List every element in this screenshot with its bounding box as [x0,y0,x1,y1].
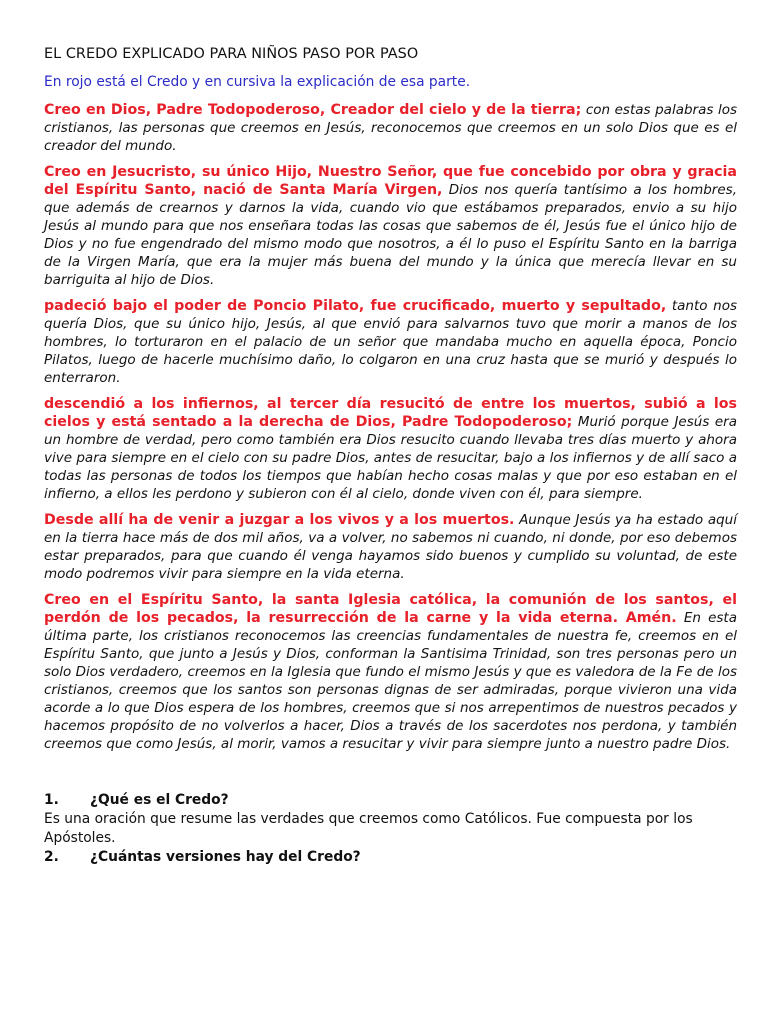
explanation-text: Murió porque Jesús era un hombre de verdad, pero como también era Dios resucito cuando llevaba tres días muerto y ahora vive para siempre en el cielo con su padre Dios, antes de resucitar, bajo a los infiernos y de allí saco a todas las personas de todos los tiempos que habían hecho cosas malas y que por eso estaban en el infierno, a ellos les perdono y subieron con él al cielo, donde viven con él, para siempre. [44,414,737,502]
document-page [44,45,737,867]
explanation-text: Dios nos quería tantísimo a los hombres, que además de crearnos y darnos la vida, cuando vio que estábamos preparados, envio a su hijo Jesús al mundo para que nos enseñara todas las cosas que sabemos de él, Jesús fue el único hijo de Dios y no fue engendrado del mismo modo que nosotros, a él lo puso el Espíritu Santo en la barriga de la Virgen María, que era la mujer más buena del mundo y la única que merecía llevar en su barriguita al hijo de Dios. [44,182,737,288]
explanation-text: con estas palabras los cristianos, las personas que creemos en Jesús, reconocemos que creemos en un solo Dios que es el creador del mundo. [44,102,737,154]
section-spacer [44,761,737,791]
answer-1: Es una oración que resume las verdades que creemos como Católicos. Fue compuesta por los Apóstoles. [44,811,693,846]
question-number: 1. [44,792,59,808]
creed-paragraph-5 [44,511,737,583]
creed-paragraph-3 [44,297,737,387]
question-2 [44,848,737,867]
creed-text: Creo en Jesucristo, su único Hijo, Nuestro Señor, que fue concebido por obra y gracia del Espíritu Santo, nació de Santa María Virgen, [44,164,737,198]
question-1 [44,791,737,810]
explanation-text: En esta última parte, los cristianos reconocemos las creencias fundamentales de nuestra fe, creemos en el Espíritu Santo, que junto a Jesús y Dios, conforman la Santisima Trinidad, son tres personas pero un solo Dios verdadero, creemos en la Iglesia que fundo el mismo Jesús y que es valedora de la Fe de los cristianos, creemos que los santos son personas dignas de ser admiradas, porque vivieron una vida acorde a lo que Dios espera de los hombres, creemos que si nos arrepentimos de nuestros pecados y hacemos propósito de no volverlos a hacer, Dios a través de los sacerdotes nos perdona, y también creemos que como Jesús, al morir, vamos a resucitar y vivir para siempre junto a nuestro padre Dios. [44,610,737,752]
creed-text: padeció bajo el poder de Poncio Pilato, fue crucificado, muerto y sepultado, [44,298,667,314]
creed-paragraph-2 [44,163,737,289]
explanation-text: Aunque Jesús ya ha estado aquí en la tierra hace más de dos mil años, va a volver, no sabemos ni cuando, ni donde, por eso debemos estar preparados, para que cuando él venga hayamos sido buenos y cumplido su voluntad, de este modo podremos vivir para siempre en la vida eterna. [44,512,737,582]
explanation-text: tanto nos quería Dios, que su único hijo, Jesús, al que envió para salvarnos tuvo que morir a manos de los hombres, lo torturaron en el palacio de un señor que mandaba mucho en aquella época, Poncio Pilatos, luego de hacerle muchísimo daño, lo colgaron en una cruz hasta que se murió y después lo enterraron. [44,298,737,386]
question-text: ¿Cuántas versiones hay del Credo? [90,849,361,865]
creed-paragraph-1 [44,101,737,155]
creed-paragraph-6 [44,591,737,753]
creed-text: Desde allí ha de venir a juzgar a los vivos y a los muertos. [44,512,515,528]
creed-text: Creo en Dios, Padre Todopoderoso, Creador del cielo y de la tierra; [44,102,582,118]
question-text: ¿Qué es el Credo? [90,792,229,808]
document-title: EL CREDO EXPLICADO PARA NIÑOS PASO POR PASO [44,46,419,62]
creed-text: descendió a los infiernos, al tercer día resucitó de entre los muertos, subió a los cielos y está sentado a la derecha de Dios, Padre Todopoderoso; [44,396,737,430]
document-subtitle: En rojo está el Credo y en cursiva la explicación de esa parte. [44,74,471,90]
question-number: 2. [44,849,59,865]
creed-paragraph-4 [44,395,737,503]
creed-text: Creo en el Espíritu Santo, la santa Iglesia católica, la comunión de los santos, el perdón de los pecados, la resurrección de la carne y la vida eterna. Amén. [44,592,737,626]
